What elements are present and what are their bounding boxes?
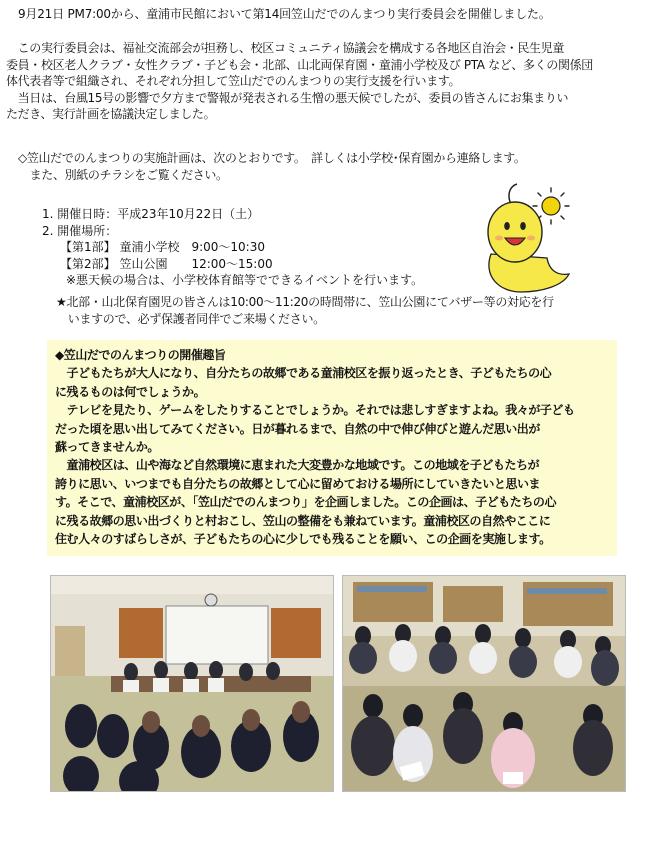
purpose-line: だった頃を思い出してみてください。日が暮れるまで、自然の中で伸び伸びと遊んだ思い出が [55,421,540,436]
nursery-note-line: いますので、必ず保護者同伴でご来場ください。 [56,311,325,326]
paragraph-line: この実行委員会は、福祉交流部会が担務し、校区コミュニティ協議会を構成する各地区自治会・民生児童 [6,41,565,55]
purpose-line: 子どもたちが大人になり、自分たちの故郷である童浦校区を振り返ったとき、子どもたちの心 [55,366,552,381]
rain-note: ※悪天候の場合は、小学校体育館等でできるイベントを行います。 [66,273,424,287]
paragraph-line: ただき、実行計画を協議決定しました。 [6,107,216,121]
notice-line: また、別紙のチラシをご覧ください。 [18,167,228,182]
purpose-line: テレビを見たり、ゲームをしたりすることでしょうか。それでは悲しすぎますよね。我々が子ども [55,403,575,418]
purpose-heading: ◆笠山だでのんまつりの開催趣旨 [55,348,226,362]
event-part2: 【第2部】 笠山公園 12:00～15:00 [60,256,273,271]
purpose-line: 住む人々のすばらしさが、子どもたちの心に少しでも残ることを願い、この企画を実施します。 [55,532,551,547]
purpose-line: に残るものは何でしょうか。 [55,384,206,399]
purpose-line: す。そこで、童浦校区が、「笠山だでのんまつり」を企画しました。この企画は、子どもたちの心 [55,495,557,510]
event-date: 1. 開催日時：平成23年10月22日（土） [42,207,260,221]
purpose-box [47,340,617,556]
meeting-photo-left [50,575,334,792]
paragraph-line: 当日は、台風15号の影響で夕方まで警報が発表される生憎の悪天候でしたが、委員の皆さんにお集まりい [6,90,569,105]
purpose-line: 童浦校区は、山や海など自然環境に恵まれた大変豊かな地域です。この地域を子どもたちが [55,458,540,473]
paragraph-line: 体代表者等で組織され、それぞれ分担して笠山だでのんまつりの実行支援を行います。 [6,74,461,88]
notice-line: ◇笠山だでのんまつりの実施計画は、次のとおりです。 詳しくは小学校･保育園から連絡します。 [18,151,526,165]
purpose-line: 蘇ってきませんか。 [55,440,159,455]
purpose-line: に残る故郷の思い出づくりと村おこし、笠山の整備をも兼ねています。童浦校区の自然やここに [55,513,551,528]
kasayama-mascot-icon [477,180,587,300]
paragraph-line: 委員・校区老人クラブ・女性クラブ・子ども会・北部、山北両保育園・童浦小学校及び PTA など、多くの関係団 [6,57,593,72]
meeting-photo-right [342,575,626,792]
nursery-note-line: ★北部・山北保育園児の皆さんは10:00～11:20の時間帯に、笠山公園にてバザー等の対応を行 [56,295,554,309]
event-details [42,206,423,289]
purpose-line: 誇りに思い、いつまでも自分たちの故郷として心に留めておける場所にしていきたいと思いま [55,476,541,491]
plan-notice [18,150,648,183]
event-part1: 【第1部】 童浦小学校 9:00～10:30 [60,240,265,254]
committee-description [6,40,642,123]
event-place-label: 2. 開催場所： [42,223,118,238]
intro-text: 9月21日 PM7:00から、童浦市民館において第14回笠山だでのんまつり実行委員会を開催しました。 [18,7,551,21]
